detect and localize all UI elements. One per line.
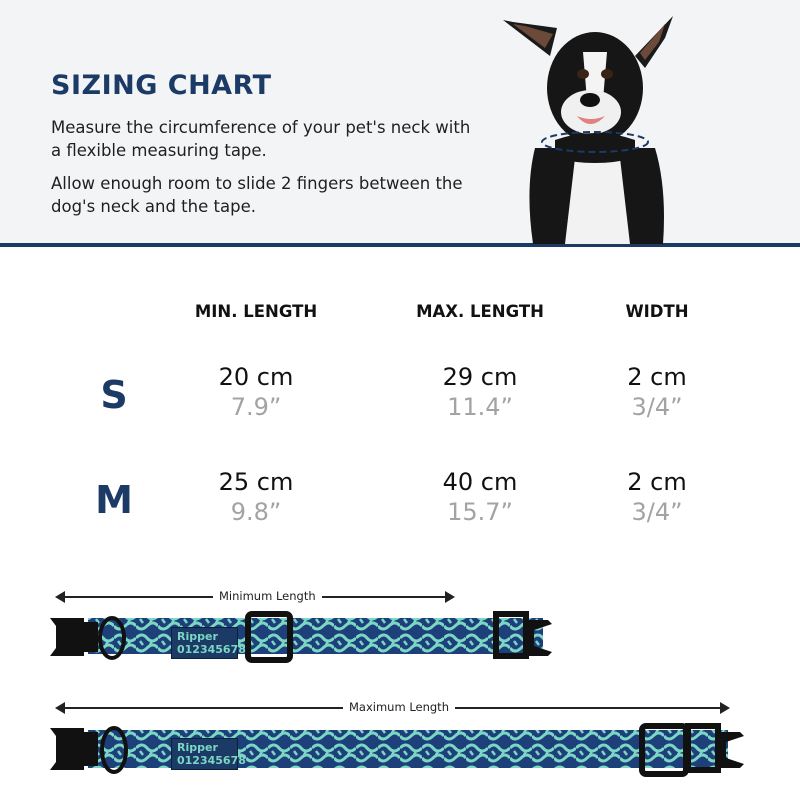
m-width-in: 3/4”	[631, 498, 683, 526]
size-label-m: M	[95, 478, 133, 522]
arrow-right-icon	[445, 591, 455, 603]
m-min-cm: 25 cm	[218, 468, 294, 496]
m-min-in: 9.8”	[230, 498, 282, 526]
max-length-label: Maximum Length	[343, 700, 455, 714]
column-header-max: MAX. LENGTH	[416, 302, 544, 321]
s-min-in: 7.9”	[230, 393, 282, 421]
collar-max-image	[48, 720, 758, 780]
collar-max-tag-name: Ripper	[177, 741, 218, 754]
s-width-in: 3/4”	[631, 393, 683, 421]
m-width-cell	[577, 467, 737, 527]
arrow-left-icon	[55, 591, 65, 603]
max-length-arrow	[55, 700, 730, 716]
s-max-cm: 29 cm	[442, 363, 518, 391]
collar-min-tag	[171, 627, 246, 659]
m-min-cell	[176, 467, 336, 527]
dog-photo	[495, 8, 695, 244]
s-width-cell	[577, 362, 737, 422]
s-max-cell	[400, 362, 560, 422]
m-max-in: 15.7”	[447, 498, 513, 526]
collar-min-image	[48, 610, 558, 666]
instruction-fingers: Allow enough room to slide 2 fingers between the dog's neck and the tape.	[51, 174, 463, 216]
collar-max-tag-number: 012345678	[177, 754, 246, 767]
m-max-cell	[400, 467, 560, 527]
m-max-cm: 40 cm	[442, 468, 518, 496]
collar-min-tag-number: 012345678	[177, 643, 246, 656]
arrow-right-icon	[720, 702, 730, 714]
s-max-in: 11.4”	[447, 393, 513, 421]
min-length-arrow	[55, 589, 455, 605]
size-label-s: S	[100, 373, 128, 417]
arrow-left-icon	[55, 702, 65, 714]
min-length-label: Minimum Length	[213, 589, 322, 603]
instruction-measure: Measure the circumference of your pet's neck with a flexible measuring tape.	[51, 118, 471, 160]
page-title: SIZING CHART	[51, 70, 272, 101]
m-width-cm: 2 cm	[627, 468, 687, 496]
collar-max-tag	[171, 738, 246, 770]
column-header-width: WIDTH	[625, 302, 689, 321]
s-min-cell	[176, 362, 336, 422]
collar-min-tag-name: Ripper	[177, 630, 218, 643]
column-header-min: MIN. LENGTH	[194, 302, 318, 321]
s-width-cm: 2 cm	[627, 363, 687, 391]
s-min-cm: 20 cm	[218, 363, 294, 391]
